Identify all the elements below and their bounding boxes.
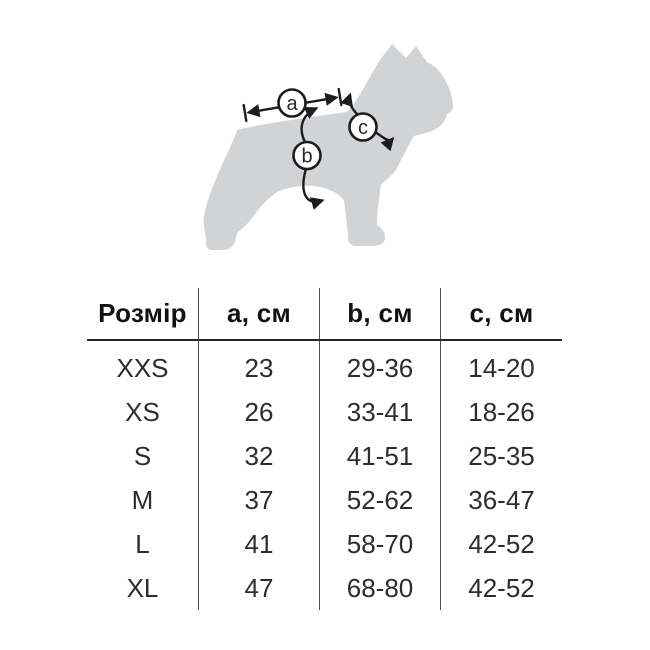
- cell-size: XL: [87, 566, 199, 610]
- cell-c: 18-26: [468, 396, 535, 427]
- cell-size: XXS: [87, 341, 199, 390]
- cell-b: 68-80: [320, 566, 441, 610]
- cell-c: 14-20: [468, 352, 535, 383]
- table-row-xxs: [87, 341, 562, 390]
- cell-a: 41: [199, 522, 320, 566]
- cell-b: 52-62: [320, 478, 441, 522]
- cell-size: M: [87, 478, 199, 522]
- cell-b: 41-51: [320, 434, 441, 478]
- cell-size: XS: [87, 390, 199, 434]
- cell-a: 26: [199, 390, 320, 434]
- size-table-header: [87, 288, 562, 341]
- marker-a-label: a: [286, 93, 298, 115]
- cell-c: 25-35: [468, 440, 535, 471]
- marker-c-label: c: [358, 117, 368, 139]
- header-b-cm: b, см: [320, 288, 441, 341]
- size-table-body: [87, 341, 562, 610]
- cell-b: 29-36: [320, 341, 441, 390]
- table-header-row: [87, 288, 562, 341]
- cell-size: L: [87, 522, 199, 566]
- cell-a: 37: [199, 478, 320, 522]
- table-row-m: [87, 478, 562, 522]
- table-row-l: [87, 522, 562, 566]
- header-size: Розмір: [87, 288, 199, 341]
- cell-a: 23: [199, 341, 320, 390]
- dog-measurement-diagram: [150, 20, 490, 270]
- table-row-s: [87, 434, 562, 478]
- marker-b: [294, 142, 321, 169]
- table-row-xl: [87, 566, 562, 610]
- cell-c: 36-47: [468, 484, 535, 515]
- table-row-xs: [87, 390, 562, 434]
- cell-c: 42-52: [468, 572, 535, 603]
- cell-size: S: [87, 434, 199, 478]
- cell-c: 42-52: [468, 528, 535, 559]
- cell-b: 58-70: [320, 522, 441, 566]
- header-c-cm: c, см: [441, 288, 562, 341]
- header-a-cm: a, см: [199, 288, 320, 341]
- cell-b: 33-41: [320, 390, 441, 434]
- marker-b-label: b: [301, 145, 313, 168]
- marker-c: [350, 114, 377, 141]
- dog-silhouette-shape: [204, 44, 453, 250]
- size-table: [87, 288, 562, 610]
- cell-a: 47: [199, 566, 320, 610]
- cell-a: 32: [199, 434, 320, 478]
- marker-a: [279, 90, 306, 117]
